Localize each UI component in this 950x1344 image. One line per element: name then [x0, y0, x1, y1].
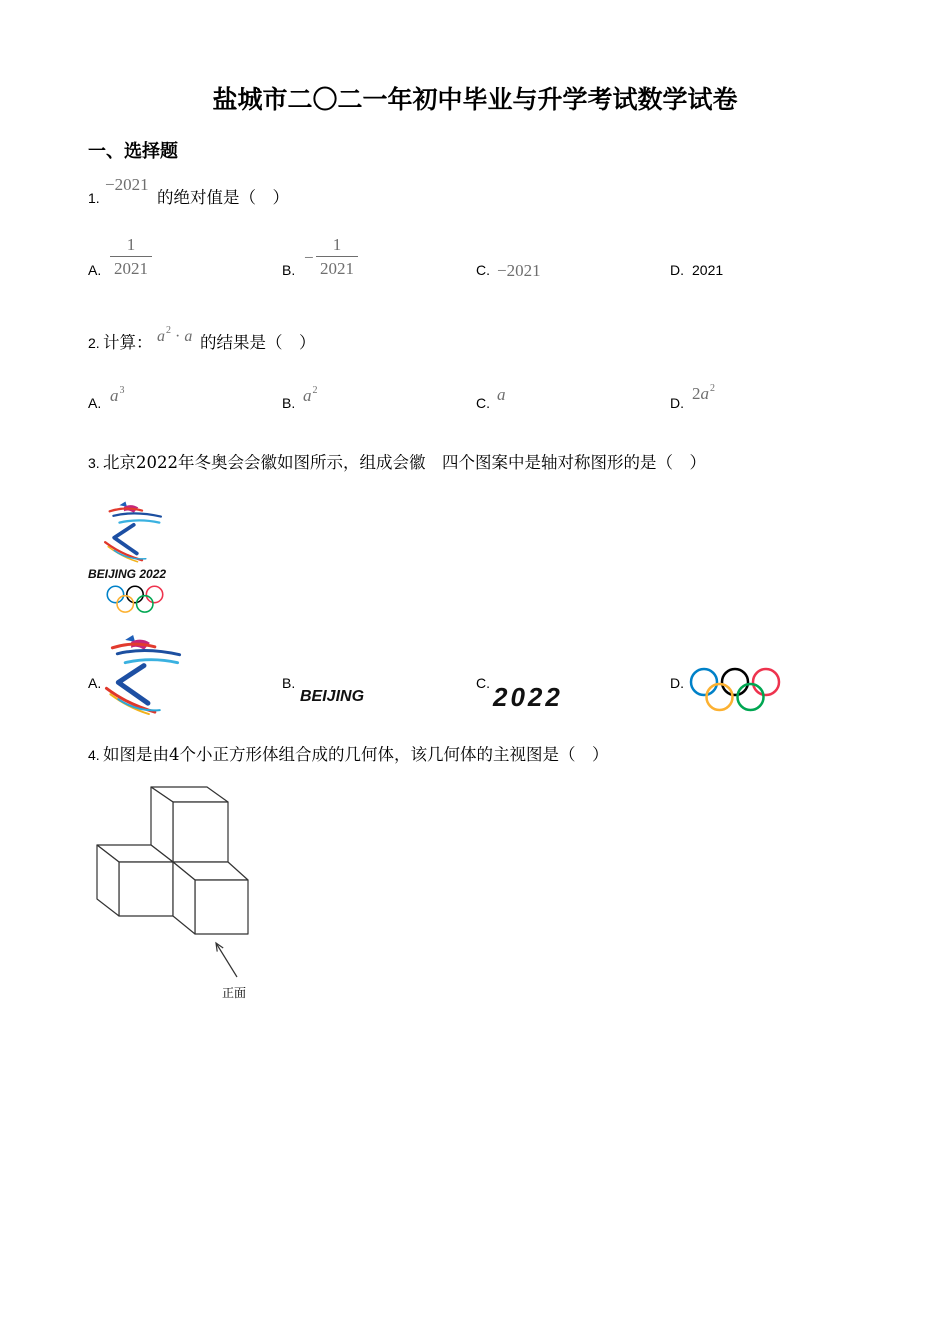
- olympic-rings-icon: [689, 667, 781, 713]
- expr-operand: a: [184, 328, 193, 345]
- q1-option-c-label: C.: [476, 262, 490, 278]
- math-exponent: 3: [119, 385, 125, 396]
- front-cube-front-face: [195, 880, 248, 934]
- q2-text: 的结果是（ ）: [200, 333, 316, 352]
- q1-option-d-value: 2021: [692, 262, 724, 278]
- q2-expression: [157, 326, 192, 345]
- fraction-numerator: 1: [126, 235, 136, 254]
- q2-option-c-math: [497, 386, 506, 403]
- q1-number: 1.: [88, 190, 100, 206]
- front-view-arrow-head: [216, 943, 223, 952]
- math-exponent: 2: [710, 383, 715, 394]
- q3-option-a-label: A.: [88, 675, 102, 691]
- q1-option-b-label: B.: [282, 262, 296, 278]
- fraction-denominator: 2021: [114, 259, 148, 278]
- fraction-bar: [110, 256, 152, 257]
- q2-prefix: 计算：: [103, 333, 153, 352]
- q2-option-c-label: C.: [476, 395, 490, 411]
- math-base: a: [700, 384, 709, 403]
- q2-option-d-label: D.: [670, 395, 684, 411]
- expr-exponent: 2: [166, 325, 171, 336]
- q2-option-a-math: [110, 386, 125, 404]
- fraction-bar: [316, 256, 358, 257]
- fraction-denominator: 2021: [320, 259, 354, 278]
- q3-text: 北京2022年冬奥会会徽如图所示，组成会徽 四个图案中是轴对称图形的是（ ）: [103, 453, 706, 472]
- q4-number: 4.: [88, 747, 100, 763]
- exam-title: 盐城市二〇二一年初中毕业与升学考试数学试卷: [212, 85, 738, 114]
- expr-operator: ·: [175, 328, 181, 345]
- math-base: a: [497, 385, 506, 404]
- q3-option-b-wordmark: BEIJING: [300, 688, 365, 705]
- q1-expression: −2021: [105, 175, 149, 194]
- beijing-2022-wordmark: BEIJING 2022: [88, 567, 167, 581]
- q1-option-b-sign: −: [304, 248, 314, 267]
- q2-option-b-math: [303, 386, 318, 404]
- q1-option-b-fraction: [316, 236, 358, 277]
- emblem-icon: [103, 633, 183, 717]
- q3-option-b-label: B.: [282, 675, 296, 691]
- front-view-arrow-shaft: [216, 943, 237, 977]
- top-cube-front-face: [173, 802, 228, 862]
- math-exponent: 2: [312, 385, 318, 396]
- q3-number: 3.: [88, 455, 100, 471]
- q1-option-d-label: D.: [670, 262, 684, 278]
- q2-option-d-math: [692, 384, 715, 402]
- q1-option-c-value: −2021: [497, 261, 541, 280]
- q4-text: 如图是由4个小正方形体组合成的几何体，该几何体的主视图是（ ）: [103, 745, 609, 764]
- q3-option-c-wordmark: 2022: [493, 682, 563, 712]
- olympic-rings-icon: [106, 585, 164, 614]
- section-heading: 一、选择题: [88, 141, 178, 162]
- q2-option-b-label: B.: [282, 395, 296, 411]
- q1-text: 的绝对值是（ ）: [157, 188, 289, 207]
- q1-option-a-label: A.: [88, 262, 102, 278]
- q1-option-a-fraction: [110, 236, 152, 277]
- math-base: a: [303, 386, 312, 405]
- q3-option-c-label: C.: [476, 675, 490, 691]
- q2-number: 2.: [88, 335, 100, 351]
- math-coefficient: 2: [692, 384, 701, 403]
- left-cube-front-face: [119, 862, 173, 916]
- math-base: a: [110, 386, 119, 405]
- expr-base: a: [157, 328, 165, 345]
- q2-option-a-label: A.: [88, 395, 102, 411]
- front-view-label: 正面: [222, 986, 247, 1000]
- fraction-numerator: 1: [332, 235, 342, 254]
- q3-option-d-label: D.: [670, 675, 684, 691]
- beijing-2022-emblem-icon: [100, 500, 166, 564]
- cube-solid-icon: [90, 780, 260, 985]
